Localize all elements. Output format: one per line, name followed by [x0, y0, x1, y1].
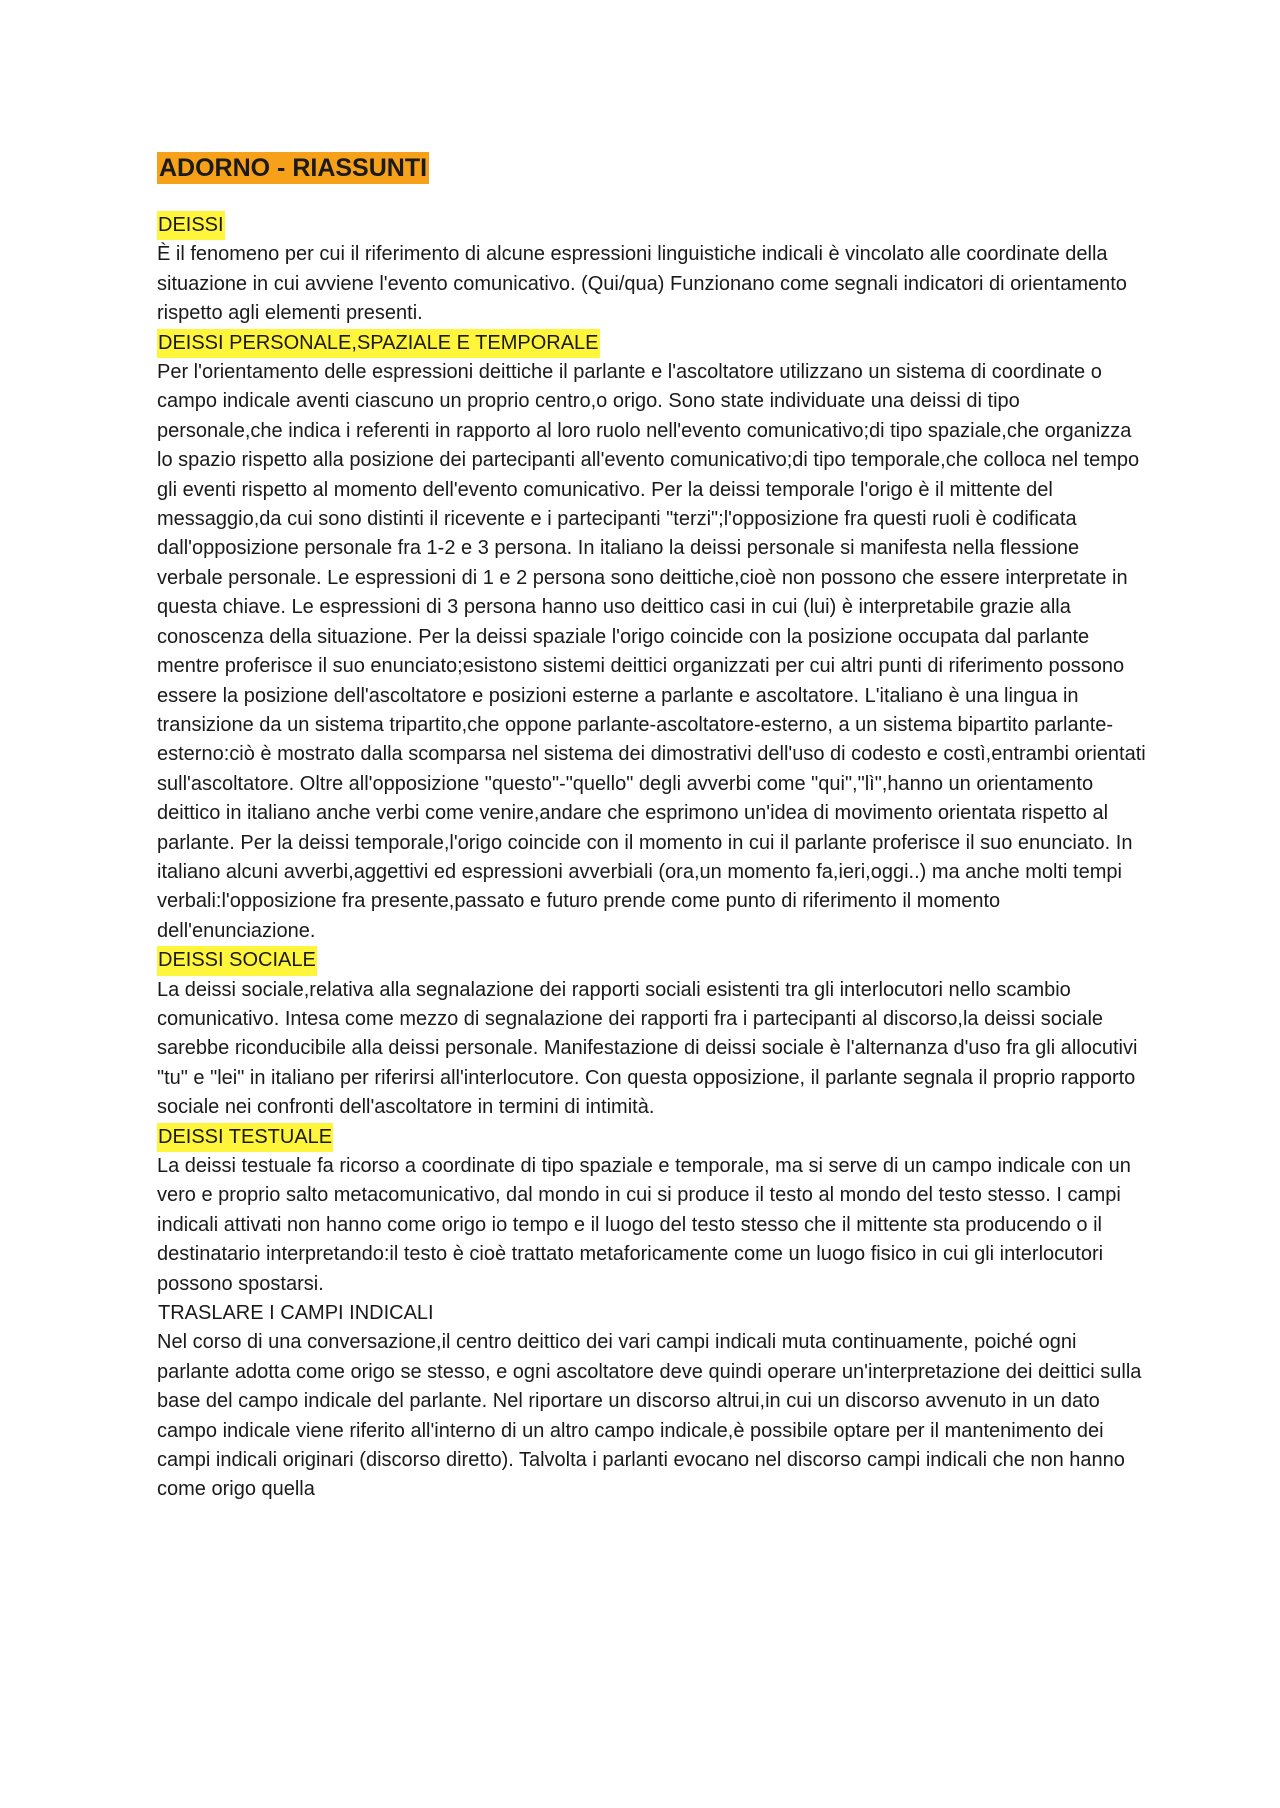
section-heading: TRASLARE I CAMPI INDICALI [158, 1302, 434, 1325]
document-page [157, 152, 1147, 1505]
section-text: Nel corso di una conversazione,il centro deittico dei vari campi indicali muta continuamente, poiché ogni parlante adotta come origo se stesso, e ogni ascoltatore deve quindi operare un'interpretazione dei deittici sulla base del campo indicale del parlante. Nel riportare un discorso altrui,in cui un discorso avvenuto in un dato campo indicale viene riferito all'interno di un altro campo indicale,è possibile optare per il mantenimento dei campi indicali originari (discorso diretto). Talvolta i parlanti evocano nel discorso campi indicali che non hanno come origo quella [157, 1331, 1142, 1501]
document-title: ADORNO - RIASSUNTI [159, 154, 428, 182]
section-heading: DEISSI SOCIALE [157, 946, 317, 975]
section-text: La deissi sociale,relativa alla segnalazione dei rapporti sociali esistenti tra gli interlocutori nello scambio comunicativo. Intesa come mezzo di segnalazione dei rapporti fra i partecipanti al discorso,la deissi sociale sarebbe riconducibile alla deissi personale. Manifestazione di deissi sociale è l'alternanza d'uso fra gli allocutivi "tu" e "lei" in italiano per riferirsi all'interlocutore. Con questa opposizione, il parlante segnala il proprio rapporto sociale nei confronti dell'ascoltatore in termini di intimità. [157, 978, 1138, 1119]
section-heading: DEISSI [157, 211, 225, 240]
section-deissi-sociale [157, 946, 1147, 1122]
section-deissi [157, 211, 1147, 329]
section-heading: DEISSI TESTUALE [157, 1123, 333, 1152]
section-deissi-testuale [157, 1123, 1147, 1299]
section-heading: DEISSI PERSONALE,SPAZIALE E TEMPORALE [157, 329, 600, 358]
section-traslare-campi-indicali [157, 1299, 1147, 1505]
section-deissi-personale-spaziale-temporale [157, 329, 1147, 947]
section-text: La deissi testuale fa ricorso a coordinate di tipo spaziale e temporale, ma si serve di un campo indicale con un vero e proprio salto metacomunicativo, dal mondo in cui si produce il testo al mondo del testo stesso. I campi indicali attivati non hanno come origo io tempo e il luogo del testo stesso che il mittente sta producendo o il destinatario interpretando:il testo è cioè trattato metaforicamente come un luogo fisico in cui gli interlocutori possono spostarsi. [157, 1155, 1131, 1295]
section-text: È il fenomeno per cui il riferimento di alcune espressioni linguistiche indicali è vincolato alle coordinate della situazione in cui avviene l'evento comunicativo. (Qui/qua) Funzionano come segnali indicatori di orientamento rispetto agli elementi presenti. [157, 243, 1127, 325]
section-text: Per l'orientamento delle espressioni deittiche il parlante e l'ascoltatore utilizzano un sistema di coordinate o campo indicale aventi ciascuno un proprio centro,o origo. Sono state individuate una deissi di tipo personale,che indica i referenti in rapporto al loro ruolo nell'evento comunicativo;di tipo spaziale,che organizza lo spazio rispetto alla posizione dei partecipanti all'evento comunicativo;di tipo temporale,che colloca nel tempo gli eventi rispetto al momento dell'evento comunicativo. Per la deissi temporale l'origo è il mittente del messaggio,da cui sono distinti il ricevente e i partecipanti "terzi";l'opposizione fra questi ruoli è codificata dall'opposizione personale fra 1-2 e 3 persona. In italiano la deissi personale si manifesta nella flessione verbale personale. Le espressioni di 1 e 2 persona sono deittiche,cioè non possono che essere interpretate in questa chiave. Le espressioni di 3 persona hanno uso deittico casi in cui (lui) è interpretabile grazie alla conoscenza della situazione. Per la deissi spaziale l'origo coincide con la posizione occupata dal parlante mentre proferisce il suo enunciato;esistono sistemi deittici organizzati per cui altri punti di riferimento possono essere la posizione dell'ascoltatore e posizioni esterne a parlante e ascoltatore. L'italiano è una lingua in transizione da un sistema tripartito,che oppone parlante-ascoltatore-esterno, a un sistema bipartito parlante-esterno:ciò è mostrato dalla scomparsa nel sistema dei dimostrativi dell'uso di codesto e costì,entrambi orientati sull'ascoltatore. Oltre all'opposizione "questo"-"quello" degli avverbi come "qui","lì",hanno un orientamento deittico in italiano anche verbi come venire,andare che esprimono un'idea di movimento orientata rispetto al parlante. Per la deissi temporale,l'origo coincide con il momento in cui il parlante proferisce il suo enunciato. In italiano alcuni avverbi,aggettivi ed espressioni avverbiali (ora,un momento fa,ieri,oggi..) ma anche molti tempi verbali:l'opposizione fra presente,passato e futuro prende come punto di riferimento il momento dell'enunciazione. [157, 361, 1146, 942]
